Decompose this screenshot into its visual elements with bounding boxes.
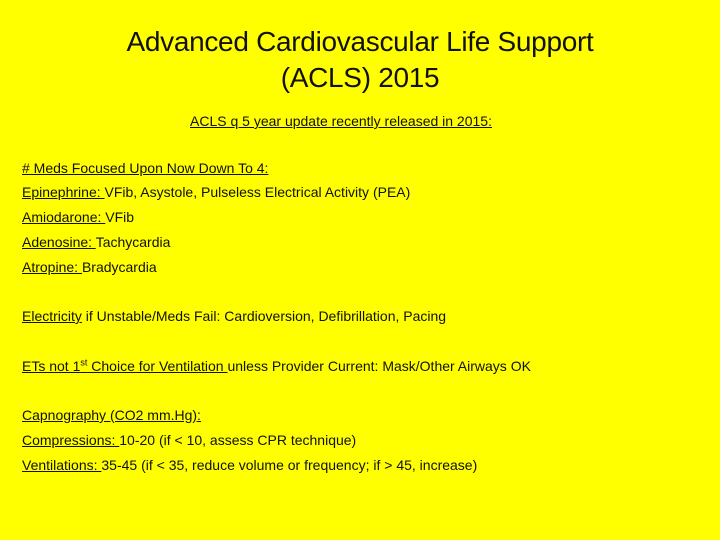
title-line-2: (ACLS) 2015 xyxy=(280,62,440,93)
ets-label-b: Choice for Ventilation xyxy=(87,358,228,374)
med-text: VFib xyxy=(105,209,135,225)
capnography-heading: Capnography (CO2 mm.Hg): xyxy=(22,407,201,423)
ets-label-sup: st xyxy=(80,357,88,368)
med-item-amiodarone xyxy=(22,207,134,227)
capnography-label: Compressions: xyxy=(22,432,120,448)
meds-heading: # Meds Focused Upon Now Down To 4: xyxy=(22,160,269,176)
capnography-text: 35-45 (if < 35, reduce volume or frequency; if > 45, increase) xyxy=(101,457,478,473)
title-line-1: Advanced Cardiovascular Life Support xyxy=(126,26,594,57)
ets-line xyxy=(22,356,531,376)
electricity-label: Electricity xyxy=(22,308,82,324)
med-text: Bradycardia xyxy=(81,259,157,275)
ets-label xyxy=(22,358,227,374)
med-label: Atropine: xyxy=(22,259,82,275)
slide-subtitle: ACLS q 5 year update recently released in 2015: xyxy=(190,113,492,129)
med-item-epinephrine xyxy=(22,182,410,202)
capnography-item-compressions xyxy=(22,430,356,450)
med-label: Adenosine: xyxy=(22,234,96,250)
capnography-item-ventilations xyxy=(22,455,477,475)
electricity-text: if Unstable/Meds Fail: Cardioversion, Defibrillation, Pacing xyxy=(81,308,447,324)
med-label: Epinephrine: xyxy=(22,184,105,200)
ets-label-a: ETs not 1 xyxy=(22,358,81,374)
ets-text: unless Provider Current: Mask/Other Airways OK xyxy=(227,358,531,374)
med-label: Amiodarone: xyxy=(22,209,106,225)
slide-title xyxy=(0,24,720,96)
med-text: Tachycardia xyxy=(95,234,171,250)
med-text: VFib, Asystole, Pulseless Electrical Activity (PEA) xyxy=(104,184,411,200)
med-item-adenosine xyxy=(22,232,170,252)
capnography-label: Ventilations: xyxy=(22,457,102,473)
med-item-atropine xyxy=(22,257,157,277)
electricity-line xyxy=(22,306,446,326)
capnography-text: 10-20 (if < 10, assess CPR technique) xyxy=(119,432,357,448)
